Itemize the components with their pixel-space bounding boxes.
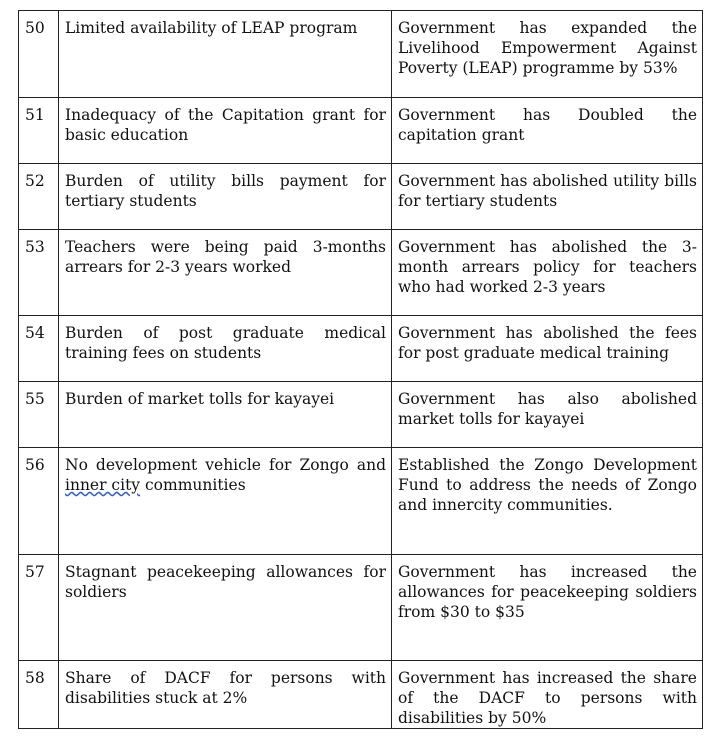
response-cell: Government has increased the allowances for peacekeeping soldiers from $30 to $35 (392, 555, 703, 661)
issue-cell: Teachers were being paid 3-months arrears for 2-3 years worked (59, 230, 392, 316)
row-number: 55 (19, 382, 59, 448)
response-cell: Government has expanded the Livelihood Empowerment Against Poverty (LEAP) programme by 53% (392, 11, 703, 98)
table-row (19, 661, 703, 729)
response-cell: Established the Zongo Development Fund to address the needs of Zongo and innercity communities. (392, 448, 703, 555)
row-number: 57 (19, 555, 59, 661)
policy-table (18, 10, 703, 729)
row-number: 53 (19, 230, 59, 316)
response-cell: Government has increased the share of the DACF to persons with disabilities by 50% (392, 661, 703, 729)
row-number: 58 (19, 661, 59, 729)
response-cell: Government has also abolished market tolls for kayayei (392, 382, 703, 448)
table-row (19, 98, 703, 164)
table-row (19, 230, 703, 316)
issue-cell: Burden of market tolls for kayayei (59, 382, 392, 448)
issue-text: communities (145, 476, 246, 494)
row-number: 50 (19, 11, 59, 98)
table-row (19, 316, 703, 382)
issue-cell: Stagnant peacekeeping allowances for soldiers (59, 555, 392, 661)
table-row (19, 448, 703, 555)
response-cell: Government has Doubled the capitation grant (392, 98, 703, 164)
response-cell: Government has abolished the fees for post graduate medical training (392, 316, 703, 382)
issue-cell: Inadequacy of the Capitation grant for basic education (59, 98, 392, 164)
response-cell: Government has abolished utility bills for tertiary students (392, 164, 703, 230)
table-row (19, 11, 703, 98)
row-number: 52 (19, 164, 59, 230)
issue-cell: Burden of post graduate medical training fees on students (59, 316, 392, 382)
table-row (19, 382, 703, 448)
table-row (19, 555, 703, 661)
table-row (19, 164, 703, 230)
issue-cell: Share of DACF for persons with disabilities stuck at 2% (59, 661, 392, 729)
issue-cell: Limited availability of LEAP program (59, 11, 392, 98)
issue-cell (59, 448, 392, 555)
row-number: 56 (19, 448, 59, 555)
row-number: 51 (19, 98, 59, 164)
response-cell: Government has abolished the 3-month arrears policy for teachers who had worked 2-3 years (392, 230, 703, 316)
row-number: 54 (19, 316, 59, 382)
issue-text: No development vehicle for Zongo and (65, 456, 386, 474)
issue-cell: Burden of utility bills payment for tertiary students (59, 164, 392, 230)
spellcheck-underlined-text: inner city (65, 476, 141, 494)
